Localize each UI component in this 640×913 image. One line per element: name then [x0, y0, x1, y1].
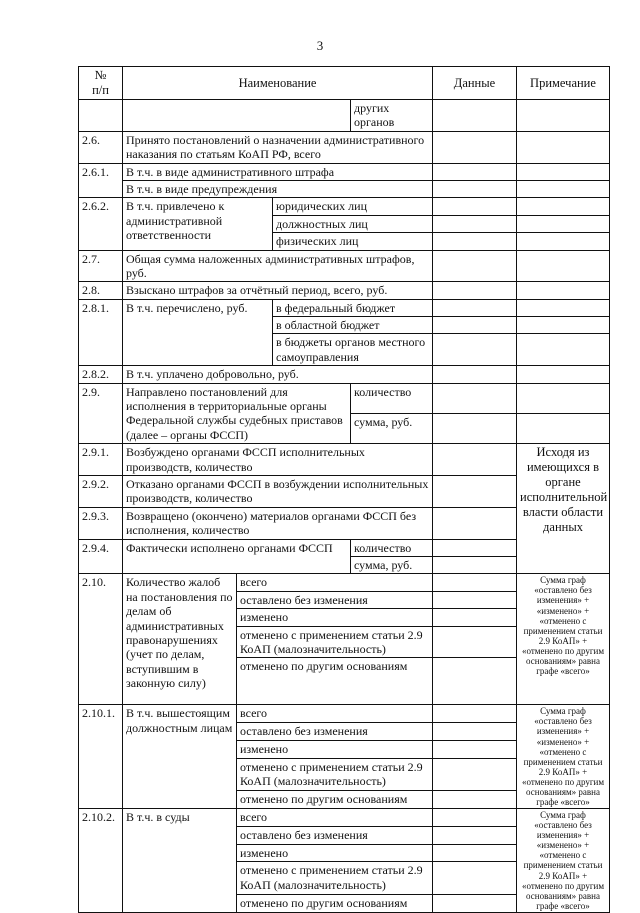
row-label: В т.ч. в виде предупреждения — [123, 180, 433, 197]
report-table — [78, 66, 610, 913]
data-cell[interactable] — [433, 215, 517, 232]
sub-label: оставлено без изменения — [237, 826, 433, 844]
row-label: Взыскано штрафов за отчётный период, всего, руб. — [123, 282, 433, 299]
sub-label: юридических лиц — [273, 198, 433, 215]
row-number: 2.8.1. — [79, 299, 123, 366]
data-cell[interactable] — [433, 317, 517, 334]
sub-label: отменено по другим основаниям — [237, 791, 433, 809]
sub-label: всего — [237, 809, 433, 827]
table-row — [79, 180, 610, 197]
sub-label: количество — [351, 539, 433, 556]
sub-label: отменено с применением статьи 2.9 КоАП (малозначительность) — [237, 758, 433, 791]
data-cell[interactable] — [433, 723, 517, 741]
row-label: Принято постановлений о назначении административного наказания по статьям КоАП РФ, всего — [123, 131, 433, 163]
table-row — [79, 282, 610, 299]
sub-label: изменено — [237, 740, 433, 758]
table-row — [79, 100, 610, 132]
sub-label: сумма, руб. — [351, 413, 433, 443]
data-cell[interactable] — [433, 444, 517, 476]
table-row — [79, 366, 610, 383]
row-label: В т.ч. в суды — [123, 809, 237, 913]
row-label: Отказано органами ФССП в возбуждении исполнительных производств, количество — [123, 475, 433, 507]
data-cell[interactable] — [433, 507, 517, 539]
row-label: В т.ч. в виде административного штрафа — [123, 163, 433, 180]
data-cell[interactable] — [433, 180, 517, 197]
data-cell[interactable] — [433, 844, 517, 862]
data-cell[interactable] — [433, 383, 517, 413]
data-cell[interactable] — [433, 475, 517, 507]
sub-label: отменено по другим основаниям — [237, 658, 433, 705]
row-number: 2.9.1. — [79, 444, 123, 476]
row-label: В т.ч. вышестоящим должностным лицам — [123, 705, 237, 809]
row-number: 2.6.1. — [79, 163, 123, 198]
data-cell[interactable] — [433, 198, 517, 215]
data-cell[interactable] — [433, 826, 517, 844]
row-label: Возвращено (окончено) материалов органами ФССП без исполнения, количество — [123, 507, 433, 539]
data-cell[interactable] — [433, 334, 517, 366]
row-label: В т.ч. привлечено к административной ответственности — [123, 198, 273, 250]
row-number: 2.6. — [79, 131, 123, 163]
data-cell[interactable] — [433, 250, 517, 282]
sub-label: в бюджеты органов местного самоуправления — [273, 334, 433, 366]
col-data-header: Данные — [433, 67, 517, 100]
note-cell: Сумма граф «оставлено без изменения» + «изменено» + «отменено с применением статьи 2.9 КоАП» + «отменено по другим основаниям» равна графе «всего» — [517, 809, 610, 913]
col-name-header: Наименование — [123, 67, 433, 100]
row-number: 2.7. — [79, 250, 123, 282]
data-cell[interactable] — [433, 100, 517, 132]
table-row — [79, 809, 610, 827]
row-label: Возбуждено органами ФССП исполнительных производств, количество — [123, 444, 433, 476]
table-row — [79, 198, 610, 215]
table-row — [79, 131, 610, 163]
row-number: 2.9.2. — [79, 475, 123, 507]
sub-label: отменено с применением статьи 2.9 КоАП (малозначительность) — [237, 862, 433, 895]
sub-label: изменено — [237, 844, 433, 862]
data-cell[interactable] — [433, 791, 517, 809]
sub-label: количество — [351, 383, 433, 413]
sub-label: оставлено без изменения — [237, 591, 433, 608]
data-cell[interactable] — [433, 809, 517, 827]
row-label: Количество жалоб на постановления по делам об административных правонарушениях (учет по делам, вступившим в законную силу) — [123, 574, 237, 705]
note-cell: Исходя из имеющихся в органе исполнительной власти области данных — [517, 444, 610, 574]
page-number: 3 — [316, 38, 324, 53]
row-number: 2.9. — [79, 383, 123, 444]
data-cell[interactable] — [433, 366, 517, 383]
row-number: 2.10.2. — [79, 809, 123, 913]
data-cell[interactable] — [433, 131, 517, 163]
note-cell: Сумма граф «оставлено без изменения» + «изменено» + «отменено с применением статьи 2.9 КоАП» + «отменено по другим основаниям» равна графе «всего» — [517, 574, 610, 705]
sub-label: в областной бюджет — [273, 317, 433, 334]
row-number: 2.9.3. — [79, 507, 123, 539]
table-row — [79, 705, 610, 723]
row-label: В т.ч. перечислено, руб. — [123, 299, 273, 366]
sub-label: всего — [237, 705, 433, 723]
data-cell[interactable] — [433, 658, 517, 705]
sub-label: отменено по другим основаниям — [237, 894, 433, 912]
row-number: 2.10.1. — [79, 705, 123, 809]
data-cell[interactable] — [433, 539, 517, 556]
row-label: Общая сумма наложенных административных штрафов, руб. — [123, 250, 433, 282]
data-cell[interactable] — [433, 894, 517, 912]
data-cell[interactable] — [433, 758, 517, 791]
data-cell[interactable] — [433, 862, 517, 895]
sub-label: отменено с применением статьи 2.9 КоАП (малозначительность) — [237, 626, 433, 658]
row-label: Направлено постановлений для исполнения в территориальные органы Федеральной службы судебных приставов (далее – органы ФССП) — [123, 383, 351, 444]
data-cell[interactable] — [433, 740, 517, 758]
row-label: других органов — [351, 100, 433, 132]
row-number: 2.8.2. — [79, 366, 123, 383]
data-cell[interactable] — [433, 413, 517, 443]
col-note-header: Примечание — [517, 67, 610, 100]
data-cell[interactable] — [433, 574, 517, 591]
sub-label: должностных лиц — [273, 215, 433, 232]
col-num-header: № п/п — [79, 67, 123, 100]
row-label: В т.ч. уплачено добровольно, руб. — [123, 366, 433, 383]
data-cell[interactable] — [433, 299, 517, 316]
sub-label: изменено — [237, 609, 433, 626]
header-row — [79, 67, 610, 100]
data-cell[interactable] — [433, 163, 517, 180]
data-cell[interactable] — [433, 705, 517, 723]
sub-label: всего — [237, 574, 433, 591]
sub-label: в федеральный бюджет — [273, 299, 433, 316]
data-cell[interactable] — [433, 626, 517, 658]
note-cell: Сумма граф «оставлено без изменения» + «изменено» + «отменено с применением статьи 2.9 КоАП» + «отменено по другим основаниям» равна графе «всего» — [517, 705, 610, 809]
data-cell[interactable] — [433, 233, 517, 250]
sub-label: оставлено без изменения — [237, 723, 433, 741]
table-row — [79, 299, 610, 316]
table-row — [79, 383, 610, 413]
data-cell[interactable] — [433, 609, 517, 626]
row-number: 2.10. — [79, 574, 123, 705]
sub-label: физических лиц — [273, 233, 433, 250]
row-number: 2.8. — [79, 282, 123, 299]
table-row — [79, 574, 610, 591]
table-row — [79, 250, 610, 282]
data-cell[interactable] — [433, 591, 517, 608]
row-number: 2.9.4. — [79, 539, 123, 574]
row-label: Фактически исполнено органами ФССП — [123, 539, 351, 574]
row-number: 2.6.2. — [79, 198, 123, 250]
sub-label: сумма, руб. — [351, 556, 433, 573]
table-row — [79, 444, 610, 476]
table-row — [79, 163, 610, 180]
data-cell[interactable] — [433, 282, 517, 299]
data-cell[interactable] — [433, 556, 517, 573]
